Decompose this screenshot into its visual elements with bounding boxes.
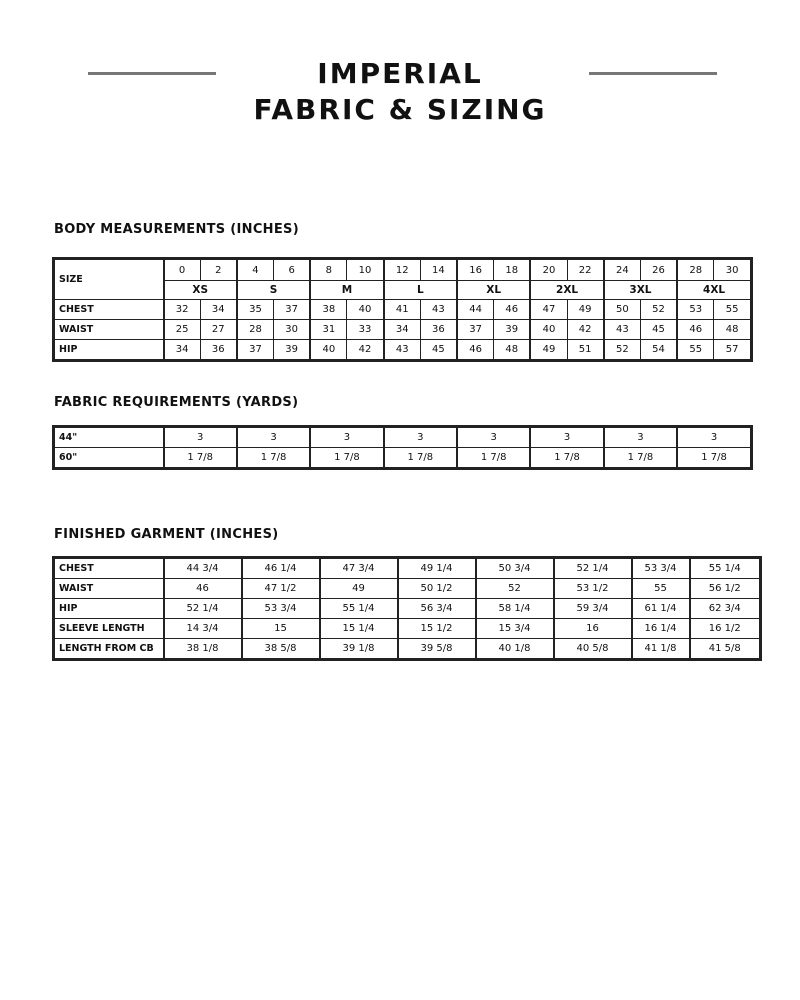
numeric-size: 10	[347, 260, 384, 281]
yardage-cell: 1 7/8	[384, 448, 457, 468]
garment-cell: 47 1/2	[242, 579, 320, 599]
measurement-cell: 52	[604, 340, 641, 360]
body-measurements-table	[54, 259, 751, 360]
garment-cell: 53 1/2	[554, 579, 632, 599]
numeric-size: 26	[640, 260, 677, 281]
letter-size: L	[384, 281, 457, 300]
garment-cell: 49 1/4	[398, 559, 476, 579]
garment-cell: 50 1/2	[398, 579, 476, 599]
garment-cell: 15 3/4	[476, 619, 554, 639]
measurement-cell: 41	[384, 300, 421, 320]
yardage-cell: 3	[604, 428, 677, 448]
garment-cell: 55 1/4	[690, 559, 760, 579]
garment-cell: 39 1/8	[320, 639, 398, 659]
size-label: SIZE	[55, 260, 164, 300]
numeric-size: 2	[200, 260, 237, 281]
garment-cell: 53 3/4	[632, 559, 690, 579]
table-row	[55, 448, 751, 468]
yardage-cell: 3	[530, 428, 603, 448]
measurement-cell: 36	[420, 320, 457, 340]
letter-size: S	[237, 281, 310, 300]
measurement-cell: 46	[494, 300, 531, 320]
page-title-line2: FABRIC & SIZING	[253, 93, 547, 126]
measurement-cell: 36	[200, 340, 237, 360]
numeric-size: 24	[604, 260, 641, 281]
measurement-cell: 27	[200, 320, 237, 340]
numeric-size: 14	[420, 260, 457, 281]
yardage-cell: 3	[457, 428, 530, 448]
measurement-cell: 28	[237, 320, 274, 340]
measurement-cell: 51	[567, 340, 604, 360]
garment-cell: 16	[554, 619, 632, 639]
row-label: CHEST	[55, 300, 164, 320]
letter-size: XS	[164, 281, 237, 300]
measurement-cell: 34	[164, 340, 201, 360]
row-label: HIP	[55, 340, 164, 360]
measurement-cell: 43	[384, 340, 421, 360]
numeric-size: 20	[530, 260, 567, 281]
garment-cell: 62 3/4	[690, 599, 760, 619]
numeric-size: 0	[164, 260, 201, 281]
measurement-cell: 34	[384, 320, 421, 340]
measurement-cell: 37	[457, 320, 494, 340]
table-row	[55, 559, 760, 579]
garment-cell: 38 5/8	[242, 639, 320, 659]
fabric-requirements-heading: FABRIC REQUIREMENTS (YARDS)	[54, 395, 299, 410]
letter-size: M	[310, 281, 383, 300]
table-row	[55, 428, 751, 448]
numeric-size: 12	[384, 260, 421, 281]
measurement-cell: 44	[457, 300, 494, 320]
garment-cell: 56 1/2	[690, 579, 760, 599]
measurement-cell: 43	[420, 300, 457, 320]
garment-cell: 15 1/2	[398, 619, 476, 639]
measurement-cell: 25	[164, 320, 201, 340]
measurement-cell: 37	[274, 300, 311, 320]
garment-cell: 58 1/4	[476, 599, 554, 619]
measurement-cell: 34	[200, 300, 237, 320]
measurement-cell: 32	[164, 300, 201, 320]
garment-cell: 16 1/4	[632, 619, 690, 639]
garment-cell: 52 1/4	[554, 559, 632, 579]
garment-cell: 40 5/8	[554, 639, 632, 659]
yardage-cell: 3	[310, 428, 383, 448]
numeric-size: 28	[677, 260, 714, 281]
measurement-cell: 54	[640, 340, 677, 360]
garment-cell: 52	[476, 579, 554, 599]
row-label: CHEST	[55, 559, 164, 579]
numeric-size: 30	[714, 260, 751, 281]
measurement-cell: 39	[494, 320, 531, 340]
garment-cell: 44 3/4	[164, 559, 242, 579]
table-row	[55, 300, 751, 320]
measurement-cell: 47	[530, 300, 567, 320]
garment-cell: 16 1/2	[690, 619, 760, 639]
garment-cell: 55	[632, 579, 690, 599]
garment-cell: 61 1/4	[632, 599, 690, 619]
measurement-cell: 48	[494, 340, 531, 360]
measurement-cell: 31	[310, 320, 347, 340]
garment-cell: 39 5/8	[398, 639, 476, 659]
garment-cell: 15	[242, 619, 320, 639]
measurement-cell: 45	[420, 340, 457, 360]
table-row	[55, 599, 760, 619]
row-label: WAIST	[55, 320, 164, 340]
numeric-size: 18	[494, 260, 531, 281]
numeric-size: 8	[310, 260, 347, 281]
yardage-cell: 1 7/8	[237, 448, 310, 468]
measurement-cell: 46	[677, 320, 714, 340]
measurement-cell: 35	[237, 300, 274, 320]
measurement-cell: 33	[347, 320, 384, 340]
garment-cell: 38 1/8	[164, 639, 242, 659]
measurement-cell: 40	[310, 340, 347, 360]
measurement-cell: 55	[714, 300, 751, 320]
numeric-size: 22	[567, 260, 604, 281]
row-label: HIP	[55, 599, 164, 619]
garment-cell: 53 3/4	[242, 599, 320, 619]
table-row	[55, 579, 760, 599]
garment-cell: 49	[320, 579, 398, 599]
measurement-cell: 45	[640, 320, 677, 340]
measurement-cell: 43	[604, 320, 641, 340]
measurement-cell: 49	[530, 340, 567, 360]
row-label: LENGTH FROM CB	[55, 639, 164, 659]
measurement-cell: 37	[237, 340, 274, 360]
yardage-cell: 1 7/8	[677, 448, 750, 468]
measurement-cell: 38	[310, 300, 347, 320]
finished-garment-heading: FINISHED GARMENT (INCHES)	[54, 527, 279, 542]
yardage-cell: 1 7/8	[164, 448, 237, 468]
yardage-cell: 3	[677, 428, 750, 448]
yardage-cell: 3	[164, 428, 237, 448]
yardage-cell: 1 7/8	[604, 448, 677, 468]
garment-cell: 56 3/4	[398, 599, 476, 619]
table-row	[55, 320, 751, 340]
yardage-cell: 1 7/8	[310, 448, 383, 468]
page-title-line1: IMPERIAL	[317, 57, 483, 90]
fabric-requirements-table	[54, 427, 751, 468]
body-measurements-heading: BODY MEASUREMENTS (INCHES)	[54, 222, 299, 237]
garment-cell: 41 1/8	[632, 639, 690, 659]
letter-size: XL	[457, 281, 530, 300]
garment-cell: 41 5/8	[690, 639, 760, 659]
letter-size: 3XL	[604, 281, 677, 300]
measurement-cell: 52	[640, 300, 677, 320]
garment-cell: 46	[164, 579, 242, 599]
garment-cell: 55 1/4	[320, 599, 398, 619]
measurement-cell: 39	[274, 340, 311, 360]
measurement-cell: 48	[714, 320, 751, 340]
row-label: WAIST	[55, 579, 164, 599]
garment-cell: 52 1/4	[164, 599, 242, 619]
finished-garment-table	[54, 558, 760, 659]
garment-cell: 46 1/4	[242, 559, 320, 579]
measurement-cell: 55	[677, 340, 714, 360]
letter-size: 2XL	[530, 281, 603, 300]
table-row	[55, 340, 751, 360]
measurement-cell: 30	[274, 320, 311, 340]
numeric-size: 6	[274, 260, 311, 281]
garment-cell: 40 1/8	[476, 639, 554, 659]
garment-cell: 50 3/4	[476, 559, 554, 579]
garment-cell: 47 3/4	[320, 559, 398, 579]
measurement-cell: 40	[530, 320, 567, 340]
yardage-cell: 1 7/8	[457, 448, 530, 468]
measurement-cell: 57	[714, 340, 751, 360]
row-label: 44"	[55, 428, 164, 448]
numeric-size: 4	[237, 260, 274, 281]
measurement-cell: 46	[457, 340, 494, 360]
measurement-cell: 42	[567, 320, 604, 340]
yardage-cell: 3	[384, 428, 457, 448]
measurement-cell: 40	[347, 300, 384, 320]
table-row	[55, 639, 760, 659]
row-label: 60"	[55, 448, 164, 468]
measurement-cell: 42	[347, 340, 384, 360]
letter-size: 4XL	[677, 281, 750, 300]
measurement-cell: 53	[677, 300, 714, 320]
garment-cell: 14 3/4	[164, 619, 242, 639]
yardage-cell: 3	[237, 428, 310, 448]
measurement-cell: 50	[604, 300, 641, 320]
numeric-size: 16	[457, 260, 494, 281]
measurement-cell: 49	[567, 300, 604, 320]
garment-cell: 59 3/4	[554, 599, 632, 619]
table-row	[55, 619, 760, 639]
row-label: SLEEVE LENGTH	[55, 619, 164, 639]
yardage-cell: 1 7/8	[530, 448, 603, 468]
garment-cell: 15 1/4	[320, 619, 398, 639]
